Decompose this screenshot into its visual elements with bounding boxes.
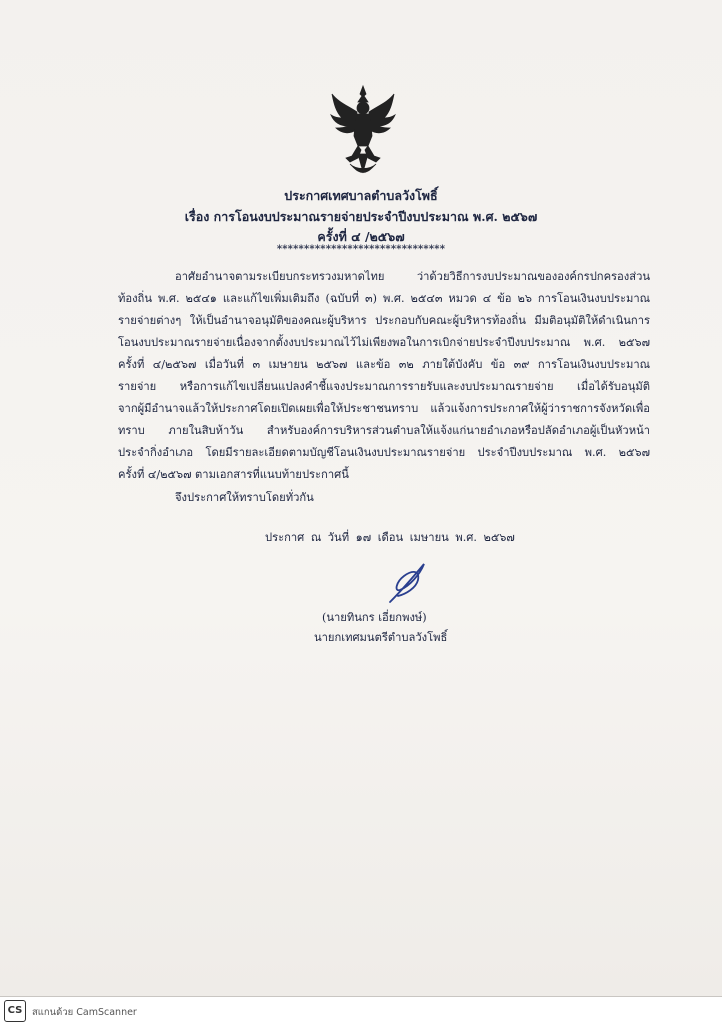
- scanner-watermark-text: สแกนด้วย CamScanner: [32, 1007, 137, 1018]
- body-line: ครั้งที่ ๔/๒๕๖๗ เมื่อวันที่ ๓ เมษายน ๒๕๖๗ และข้อ ๓๒ ภายใต้บังคับ ข้อ ๓๙ การโอนเงินงบประมาณ: [118, 358, 650, 371]
- body-line: อาศัยอำนาจตามระเบียบกระทรวงมหาดไทย ว่าด้วยวิธีการงบประมาณขององค์กรปกครองส่วน: [175, 270, 650, 283]
- announcement-title: ประกาศเทศบาลตำบลวังโพธิ์: [284, 188, 438, 203]
- separator-line: *******************************: [276, 244, 446, 255]
- body-line: ท้องถิ่น พ.ศ. ๒๕๔๑ และแก้ไขเพิ่มเติมถึง (ฉบับที่ ๓) พ.ศ. ๒๕๔๓ หมวด ๔ ข้อ ๒๖ การโอนเงินงบประมาณ: [118, 292, 650, 305]
- signer-name: (นายทินกร เอี่ยกพงษ์): [322, 611, 427, 624]
- announcement-subject: เรื่อง การโอนงบประมาณรายจ่ายประจำปีงบประมาณ พ.ศ. ๒๕๖๗: [184, 209, 538, 224]
- signer-title: นายกเทศมนตรีตำบลวังโพธิ์: [314, 631, 448, 644]
- body-line: รายจ่ายต่างๆ ให้เป็นอำนาจอนุมัติของคณะผู้บริหาร ประกอบกับคณะผู้บริหารท้องถิ่น มีมติอนุมัติให้ดำเนินการ: [118, 314, 650, 327]
- signature-icon: [380, 560, 440, 606]
- camscanner-logo-icon: CS: [4, 1000, 26, 1022]
- body-paragraph: [118, 266, 650, 486]
- body-line: ประจำกิ่งอำเภอ โดยมีรายละเอียดตามบัญชีโอนเงินงบประมาณรายจ่าย ประจำปีงบประมาณ พ.ศ. ๒๕๖๗: [118, 446, 650, 459]
- scanner-watermark-bar: [0, 996, 722, 1025]
- body-line: จากผู้มีอำนาจแล้วให้ประกาศโดยเปิดเผยเพื่อให้ประชาชนทราบ แล้วแจ้งการประกาศให้ผู้ว่าราชการจังหวัดเพื่อ: [118, 402, 650, 415]
- announcement-number: ครั้งที่ ๔ /๒๕๖๗: [317, 229, 405, 244]
- body-line: ทราบ ภายในสิบห้าวัน สำหรับองค์การบริหารส่วนตำบลให้แจ้งแก่นายอำเภอหรือปลัดอำเภอผู้เป็นหัวหน้า: [118, 424, 650, 437]
- garuda-emblem-icon: [328, 84, 398, 176]
- body-line: ครั้งที่ ๔/๒๕๖๗ ตามเอกสารที่แนบท้ายประกาศนี้: [118, 468, 349, 481]
- body-line: โอนงบประมาณรายจ่ายเนื่องจากตั้งงบประมาณไว้ไม่เพียงพอในการเบิกจ่ายประจำปีงบประมาณ พ.ศ. ๒๕๖๗: [118, 336, 650, 349]
- announcement-date: ประกาศ ณ วันที่ ๑๗ เดือน เมษายน พ.ศ. ๒๕๖๗: [265, 531, 515, 544]
- body-line: รายจ่าย หรือการแก้ไขเปลี่ยนแปลงคำชี้แจงประมาณการรายรับและงบประมาณรายจ่าย เมื่อได้รับอนุมัติ: [118, 380, 650, 393]
- closing-statement: จึงประกาศให้ทราบโดยทั่วกัน: [175, 491, 314, 504]
